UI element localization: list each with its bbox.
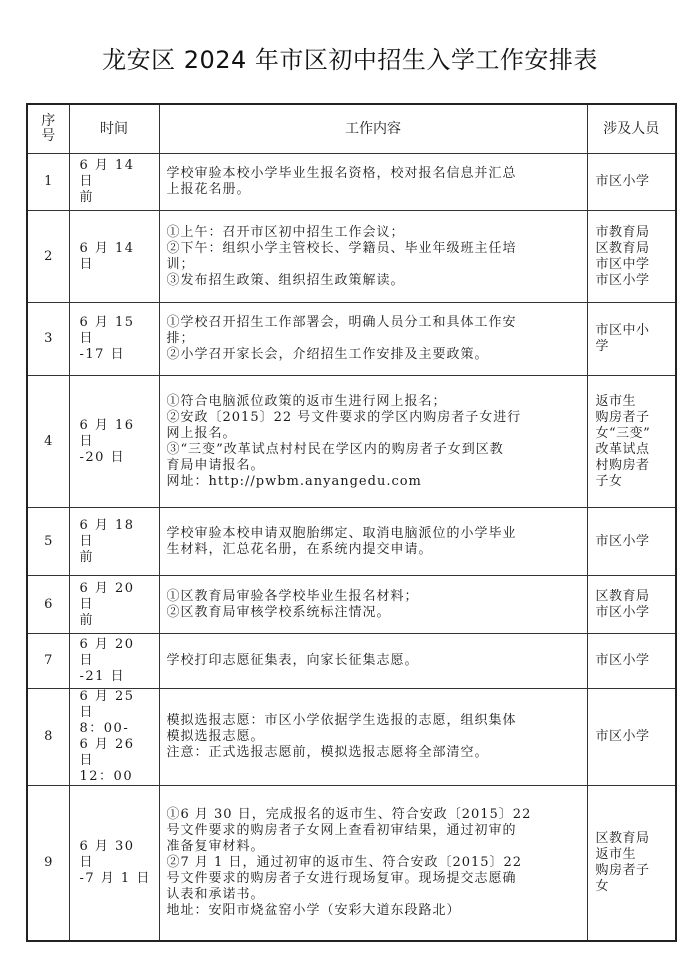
row-time-cell (69, 508, 159, 576)
row-time-cell-line: 6 月 15 日 (79, 315, 141, 346)
row-people-cell (587, 634, 676, 689)
row-time-cell-line: 前 (79, 549, 95, 565)
row-time-cell-line: 前 (79, 190, 95, 205)
table-row (27, 211, 676, 303)
header-index: 序 号 (27, 104, 69, 154)
row-time-cell-line: 6 月 14 日 (79, 158, 141, 189)
row-time-cell-line: -17 日 (79, 347, 126, 362)
table-row (27, 786, 676, 941)
row-people-cell (587, 303, 676, 376)
schedule-table (26, 103, 677, 942)
row-people-cell-line: 子女 (595, 473, 623, 489)
table-row (27, 508, 676, 576)
row-content-cell-line: 注意：正式选报志愿前，模拟选报志愿将全部清空。 (166, 745, 489, 760)
row-people-cell (587, 376, 676, 508)
row-content-cell-line: 网上报名。 (166, 425, 237, 441)
row-people-cell-line: 市区小学 (595, 174, 650, 189)
row-time-cell (69, 211, 159, 303)
row-content-cell-line: 模拟选报志愿。 (166, 729, 265, 744)
row-people-cell-line: 返市生 (595, 393, 637, 409)
row-content-cell-line: ②下午：组织小学主管校长、学籍员、毕业年级班主任培 (166, 240, 517, 256)
row-people-cell-line: 市教育局 (595, 224, 650, 240)
row-content-cell-line: 地址：安阳市烧盆窑小学（安彩大道东段路北） (166, 902, 461, 918)
row-content-cell-line: ①6 月 30 日，完成报名的返市生、符合安政〔2015〕22 (166, 806, 532, 822)
row-content-cell (159, 303, 587, 376)
header-content: 工作内容 (159, 104, 587, 154)
row-time-cell-line: 8：00- (79, 721, 130, 736)
row-people-cell-line: 市区小学 (595, 729, 650, 744)
table-row (27, 634, 676, 689)
row-people-cell-line: 购房者子 (595, 862, 650, 878)
row-content-cell (159, 786, 587, 941)
row-index-cell: 4 (27, 376, 69, 508)
row-time-cell (69, 634, 159, 689)
page-title: 龙安区 2024 年市区初中招生入学工作安排表 (102, 46, 598, 74)
row-index-cell: 8 (27, 689, 69, 786)
row-index-cell: 1 (27, 154, 69, 211)
row-content-cell (159, 508, 587, 576)
row-content-cell (159, 154, 587, 211)
table-row (27, 303, 676, 376)
row-time-cell-line: 6 月 20 日 (79, 580, 141, 612)
row-time-cell (69, 689, 159, 786)
row-time-cell-line: 6 月 25 日 (79, 689, 141, 720)
table-row (27, 154, 676, 211)
row-people-cell-line: 村购房者 (595, 457, 650, 473)
row-time-cell-line: 12：00 (79, 769, 134, 784)
row-content-cell-line: ②7 月 1 日，通过初审的返市生、符合安政〔2015〕22 (166, 854, 523, 870)
row-people-cell (587, 211, 676, 303)
row-time-cell-line: 6 月 16 日 (79, 417, 141, 449)
row-content-cell-line: 上报花名册。 (166, 182, 251, 197)
row-people-cell-line: 女 (595, 878, 610, 894)
row-content-cell-line: 准备复审材料。 (166, 838, 265, 854)
row-index-cell: 2 (27, 211, 69, 303)
row-time-cell (69, 576, 159, 634)
table-header-row (27, 104, 676, 154)
row-content-cell-line: 模拟选报志愿：市区小学依据学生选报的志愿，组织集体 (166, 713, 517, 728)
row-people-cell-line: 市区小学 (595, 272, 650, 288)
row-time-cell-line: -20 日 (79, 449, 126, 465)
row-content-cell-line: ①学校召开招生工作部署会，明确人员分工和具体工作安 (166, 315, 517, 330)
row-people-cell-line: 市区小学 (595, 653, 650, 668)
row-content-cell-line: ②小学召开家长会，介绍招生工作安排及主要政策。 (166, 347, 489, 362)
row-people-cell (587, 786, 676, 941)
row-time-cell-line: -7 月 1 日 (79, 870, 151, 886)
row-content-cell-line: 学校审验本校申请双胞胎绑定、取消电脑派位的小学毕业 (166, 525, 517, 541)
row-people-cell (587, 154, 676, 211)
row-time-cell (69, 376, 159, 508)
row-content-cell (159, 376, 587, 508)
row-index-cell: 3 (27, 303, 69, 376)
row-content-cell-line: ①区教育局审验各学校毕业生报名材料； (166, 588, 419, 604)
row-content-cell-line: 号文件要求的购房者子女进行现场复审。现场提交志愿确 (166, 870, 517, 886)
row-people-cell-line: 女“三变” (595, 425, 651, 441)
row-time-cell-line: 前 (79, 612, 95, 628)
row-time-cell-line: 6 月 26 日 (79, 737, 141, 768)
row-people-cell-line: 返市生 (595, 846, 637, 862)
row-time-cell-line: 6 月 14 日 (79, 240, 141, 272)
row-content-cell-line: 网址：http://pwbm.anyangedu.com (166, 473, 422, 489)
table-row (27, 689, 676, 786)
header-time: 时间 (69, 104, 159, 154)
row-time-cell (69, 154, 159, 211)
row-people-cell-line: 区教育局 (595, 588, 650, 604)
row-content-cell (159, 634, 587, 689)
row-content-cell-line: ①符合电脑派位政策的返市生进行网上报名； (166, 393, 447, 409)
row-time-cell-line: 6 月 20 日 (79, 637, 141, 668)
row-content-cell-line: 训； (166, 256, 195, 272)
row-content-cell-line: ②安政〔2015〕22 号文件要求的学区内购房者子女进行 (166, 409, 522, 425)
row-index-cell: 5 (27, 508, 69, 576)
row-content-cell (159, 576, 587, 634)
row-time-cell (69, 786, 159, 941)
row-index-cell: 7 (27, 634, 69, 689)
row-people-cell-line: 学 (595, 339, 610, 354)
row-people-cell (587, 576, 676, 634)
row-people-cell-line: 市区中学 (595, 256, 650, 272)
row-content-cell-line: ①上午：召开市区初中招生工作会议； (166, 224, 405, 240)
row-time-cell (69, 303, 159, 376)
row-content-cell (159, 211, 587, 303)
row-people-cell-line: 区教育局 (595, 240, 650, 256)
row-content-cell-line: 育局申请报名。 (166, 457, 265, 473)
row-content-cell-line: 排； (166, 331, 195, 346)
table-row (27, 376, 676, 508)
row-people-cell-line: 购房者子 (595, 409, 650, 425)
row-people-cell-line: 市区小学 (595, 604, 650, 620)
row-content-cell-line: 学校审验本校小学毕业生报名资格，校对报名信息并汇总 (166, 166, 517, 181)
row-people-cell (587, 689, 676, 786)
row-content-cell-line: 学校打印志愿征集表，向家长征集志愿。 (166, 653, 419, 668)
row-time-cell-line: 6 月 30 日 (79, 838, 141, 870)
row-content-cell-line: ③发布招生政策、组织招生政策解读。 (166, 272, 405, 288)
row-time-cell-line: -21 日 (79, 669, 126, 684)
row-people-cell-line: 改革试点 (595, 441, 650, 457)
table-row (27, 576, 676, 634)
row-people-cell-line: 市区小学 (595, 533, 650, 549)
row-people-cell-line: 市区中小 (595, 323, 650, 338)
row-content-cell (159, 689, 587, 786)
row-index-cell: 6 (27, 576, 69, 634)
row-people-cell-line: 区教育局 (595, 830, 650, 846)
row-content-cell-line: ②区教育局审核学校系统标注情况。 (166, 604, 391, 620)
row-people-cell (587, 508, 676, 576)
row-index-cell: 9 (27, 786, 69, 941)
row-content-cell-line: 认表和承诺书。 (166, 886, 265, 902)
row-time-cell-line: 6 月 18 日 (79, 517, 141, 549)
header-people: 涉及人员 (587, 104, 676, 154)
row-content-cell-line: ③“三变”改革试点村村民在学区内的购房者子女到区教 (166, 441, 504, 457)
row-content-cell-line: 号文件要求的购房者子女网上查看初审结果，通过初审的 (166, 822, 517, 838)
row-content-cell-line: 生材料，汇总花名册，在系统内提交申请。 (166, 541, 433, 557)
